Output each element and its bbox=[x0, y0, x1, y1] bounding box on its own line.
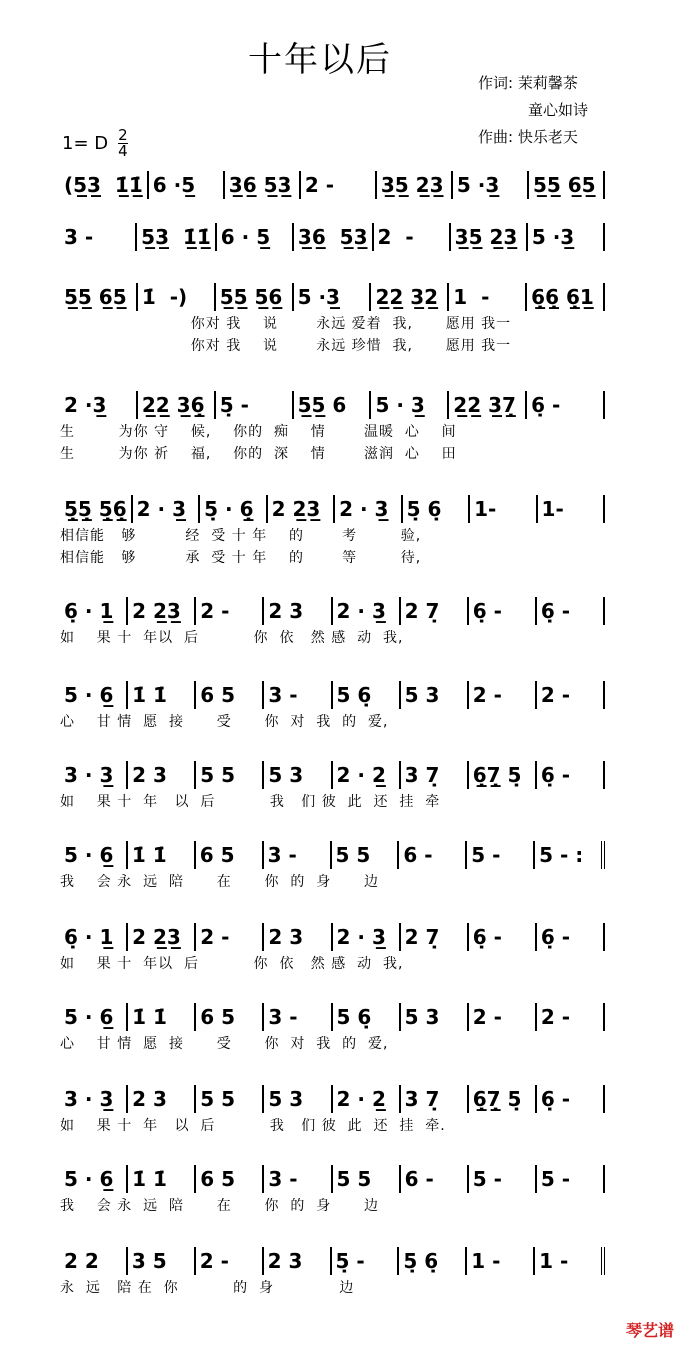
score-row bbox=[60, 840, 605, 892]
notes-line bbox=[60, 596, 605, 626]
measure: 5 · 6̲ bbox=[60, 681, 128, 709]
measure: 6̣ · 1̲ bbox=[60, 923, 128, 951]
measure: 5 5 bbox=[333, 1165, 401, 1193]
measure: 2 3 bbox=[128, 1085, 196, 1113]
measure: 5 5 bbox=[332, 841, 400, 869]
measure: 1̇ 1̇ bbox=[128, 841, 196, 869]
measure: 5 - bbox=[469, 1165, 537, 1193]
measure: 2 - bbox=[537, 1003, 605, 1031]
measure: 5 3 bbox=[401, 681, 469, 709]
notes-line bbox=[60, 1246, 605, 1276]
notes-line bbox=[60, 494, 605, 524]
measure: 5 3 bbox=[401, 1003, 469, 1031]
measure: 2 · 3̲ bbox=[333, 597, 401, 625]
measure: 6̣ - bbox=[527, 391, 605, 419]
notes-line bbox=[60, 170, 605, 200]
measure: 2 · 2̲ bbox=[333, 761, 401, 789]
measure: 1 - bbox=[535, 1247, 605, 1275]
notes-line bbox=[60, 390, 605, 420]
measure: 1̇ 1̇ bbox=[128, 681, 196, 709]
measure: 5̲5̲ 6̲5̲ bbox=[60, 283, 138, 311]
measure: 2 - bbox=[469, 681, 537, 709]
measure: 6 5 bbox=[196, 1165, 264, 1193]
measure: 3̲6̲ 5̲3̲ bbox=[294, 223, 374, 251]
measure: 5 6̣ bbox=[333, 1003, 401, 1031]
measure: 2 3 bbox=[264, 923, 332, 951]
measure: 2 - bbox=[469, 1003, 537, 1031]
notes-line bbox=[60, 1164, 605, 1194]
measure: 2 7̣ bbox=[401, 923, 469, 951]
measure: 2 · 3̲ bbox=[333, 923, 401, 951]
lyric-line: 心 甘 情 愿 接 受 你 对 我 的 爱, bbox=[60, 714, 389, 730]
notes-line bbox=[60, 840, 605, 870]
measure: 6 - bbox=[401, 1165, 469, 1193]
measure: 2 3 bbox=[128, 761, 196, 789]
measure: 6̣ - bbox=[537, 761, 605, 789]
measure: 3 - bbox=[264, 1165, 332, 1193]
time-signature bbox=[118, 128, 128, 159]
measure: 6 5 bbox=[196, 681, 264, 709]
measure: 2 - bbox=[301, 171, 377, 199]
measure: 5 - bbox=[537, 1165, 605, 1193]
measure: 5 ·3̲ bbox=[453, 171, 529, 199]
measure: 5̲̣5̲̣ 5̲̣6̲̣ bbox=[60, 495, 133, 523]
lyric-line: 你对 我 说 永远 爱着 我, 愿用 我一 bbox=[60, 316, 512, 332]
lyric-line: 生 为你 祈 福, 你的 深 情 滋润 心 田 bbox=[60, 446, 457, 462]
measure: 6 5 bbox=[196, 841, 264, 869]
measure: 6̲̣7̲̣ 5̣ bbox=[469, 761, 537, 789]
measure: 1 - bbox=[449, 283, 527, 311]
measure: 1 - bbox=[467, 1247, 535, 1275]
measure: 2 2̲3̲ bbox=[128, 923, 196, 951]
measure: 2 ·3̲ bbox=[60, 391, 138, 419]
composer-credit: 作曲: 快乐老天 bbox=[478, 128, 578, 146]
measure: 6̲̣7̲̣ 5̣ bbox=[469, 1085, 537, 1113]
measure: 5̲3̲ 1̲̇1̲̇ bbox=[137, 223, 217, 251]
measure: 3 - bbox=[264, 841, 332, 869]
measure: 5̲5̲ 6 bbox=[294, 391, 372, 419]
measure: 2̲2̲ 3̲2̲ bbox=[371, 283, 449, 311]
lyricist-credit-2: 童心如诗 bbox=[528, 101, 589, 119]
measure: 2 - bbox=[374, 223, 451, 251]
score-row bbox=[60, 282, 605, 356]
measure: 3̲5̲ 2̲3̲ bbox=[451, 223, 528, 251]
measure: (5̲3̲ 1̲̇1̲̇ bbox=[60, 171, 149, 199]
measure: 2 - bbox=[196, 597, 264, 625]
lyric-line: 相信能 够 经 受 十 年 的 考 验, bbox=[60, 528, 422, 544]
measure: 2 · 2̲ bbox=[333, 1085, 401, 1113]
measure: 3 5 bbox=[128, 1247, 196, 1275]
measure: 5 - bbox=[467, 841, 535, 869]
measure: 5̲5̲ 6̲5̲ bbox=[529, 171, 605, 199]
score-row bbox=[60, 494, 605, 568]
measure: 3 - bbox=[60, 223, 137, 251]
notes-line bbox=[60, 1084, 605, 1114]
score-row bbox=[60, 1246, 605, 1298]
measure: 2 - bbox=[196, 923, 264, 951]
measure: 5 3 bbox=[264, 1085, 332, 1113]
measure: 6̣ - bbox=[537, 1085, 605, 1113]
notes-line bbox=[60, 680, 605, 710]
lyric-line: 如 果 十 年 以 后 我 们 彼 此 还 挂 牵 bbox=[60, 794, 441, 810]
measure: 5 5 bbox=[196, 1085, 264, 1113]
measure: 3 · 3̲ bbox=[60, 761, 128, 789]
measure: 5̣ 6̣ bbox=[399, 1247, 467, 1275]
lyric-line: 如 果 十 年 以 后 我 们 彼 此 还 挂 牵. bbox=[60, 1118, 446, 1134]
measure: 6̣ - bbox=[469, 923, 537, 951]
watermark-logo: 琴艺谱 bbox=[625, 1321, 674, 1340]
measure: 6̲̣6̲̣ 6̲̣1̲ bbox=[527, 283, 605, 311]
score-row bbox=[60, 922, 605, 974]
measure: 1- bbox=[538, 495, 605, 523]
lyric-line: 如 果 十 年以 后 你 依 然 感 动 我, bbox=[60, 630, 404, 646]
measure: 6̣ - bbox=[537, 597, 605, 625]
measure: 5 ·3̲ bbox=[528, 223, 605, 251]
score-row bbox=[60, 1084, 605, 1136]
measure: 6 · 5̲ bbox=[217, 223, 294, 251]
score-row bbox=[60, 760, 605, 812]
measure: 5̣ 6̣ bbox=[403, 495, 470, 523]
lyric-line: 如 果 十 年以 后 你 依 然 感 动 我, bbox=[60, 956, 404, 972]
lyric-line: 我 会 永 远 陪 在 你 的 身 边 bbox=[60, 874, 379, 890]
notes-line bbox=[60, 922, 605, 952]
key-signature bbox=[62, 128, 128, 159]
measure: 2 7̣ bbox=[401, 597, 469, 625]
measure: 6 5 bbox=[196, 1003, 264, 1031]
lyricist-credit: 作词: 茉莉馨茶 bbox=[478, 74, 578, 92]
score-row bbox=[60, 1164, 605, 1216]
measure: 1̇ 1̇ bbox=[128, 1165, 196, 1193]
measure: 5 · 6̲ bbox=[60, 1165, 128, 1193]
measure: 2 2̲3̲ bbox=[128, 597, 196, 625]
lyric-line: 我 会 永 远 陪 在 你 的 身 边 bbox=[60, 1198, 379, 1214]
score-row bbox=[60, 170, 605, 200]
measure: 5 · 6̲ bbox=[60, 1003, 128, 1031]
notes-line bbox=[60, 222, 605, 252]
measure: 2 - bbox=[196, 1247, 264, 1275]
notes-line bbox=[60, 1002, 605, 1032]
measure: 6̣ - bbox=[469, 597, 537, 625]
measure: 2 · 3̲ bbox=[335, 495, 402, 523]
measure: 6̣ · 1̲ bbox=[60, 597, 128, 625]
measure: 2 · 3̲ bbox=[133, 495, 200, 523]
notes-line bbox=[60, 760, 605, 790]
song-title: 十年以后 bbox=[248, 40, 392, 80]
measure: 6̣ - bbox=[537, 923, 605, 951]
lyric-line: 生 为你 守 候, 你的 痴 情 温暖 心 间 bbox=[60, 424, 457, 440]
measure: 2 - bbox=[537, 681, 605, 709]
measure: 5 3 bbox=[264, 761, 332, 789]
lyric-line: 相信能 够 承 受 十 年 的 等 待, bbox=[60, 550, 422, 566]
measure: 1- bbox=[470, 495, 537, 523]
measure: 3 - bbox=[264, 1003, 332, 1031]
time-bottom: 4 bbox=[118, 142, 128, 160]
measure: 5 · 3̲ bbox=[371, 391, 449, 419]
measure: 5 ·3̲ bbox=[294, 283, 372, 311]
notes-line bbox=[60, 282, 605, 312]
measure: 5̣ - bbox=[216, 391, 294, 419]
lyric-line: 永 远 陪 在 你 的 身 边 bbox=[60, 1280, 355, 1296]
measure: 3 · 3̲ bbox=[60, 1085, 128, 1113]
time-top: 2 bbox=[118, 126, 128, 144]
measure: 3 7̣ bbox=[401, 1085, 469, 1113]
measure: 3 7̣ bbox=[401, 761, 469, 789]
measure: 5 - : bbox=[535, 841, 605, 869]
measure: 1̇ -) bbox=[138, 283, 216, 311]
measure: 2 2 bbox=[60, 1247, 128, 1275]
score-row bbox=[60, 680, 605, 732]
score-row bbox=[60, 596, 605, 648]
measure: 2̲2̲ 3̲7̲̣ bbox=[449, 391, 527, 419]
lyric-line: 心 甘 情 愿 接 受 你 对 我 的 爱, bbox=[60, 1036, 389, 1052]
score-row bbox=[60, 222, 605, 252]
measure: 1̇ 1̇ bbox=[128, 1003, 196, 1031]
measure: 2 3 bbox=[264, 597, 332, 625]
measure: 6 - bbox=[399, 841, 467, 869]
measure: 5 · 6̲ bbox=[60, 841, 128, 869]
measure: 5 6̣ bbox=[333, 681, 401, 709]
score-row bbox=[60, 390, 605, 464]
score-row bbox=[60, 1002, 605, 1054]
measure: 5̲5̲ 5̲6̲ bbox=[216, 283, 294, 311]
measure: 2̲2̲ 3̲6̲̣ bbox=[138, 391, 216, 419]
key-label: 1= D bbox=[62, 133, 109, 154]
measure: 5 5 bbox=[196, 761, 264, 789]
measure: 3 - bbox=[264, 681, 332, 709]
lyric-line: 你对 我 说 永远 珍惜 我, 愿用 我一 bbox=[60, 338, 512, 354]
measure: 5̣ · 6̲̣ bbox=[200, 495, 267, 523]
measure: 2 2̲3̲ bbox=[268, 495, 335, 523]
measure: 2 3 bbox=[264, 1247, 332, 1275]
measure: 3̲5̲ 2̲3̲ bbox=[377, 171, 453, 199]
measure: 3̲6̲ 5̲3̲ bbox=[225, 171, 301, 199]
measure: 5̣ - bbox=[332, 1247, 400, 1275]
measure: 6 ·5̲ bbox=[149, 171, 225, 199]
